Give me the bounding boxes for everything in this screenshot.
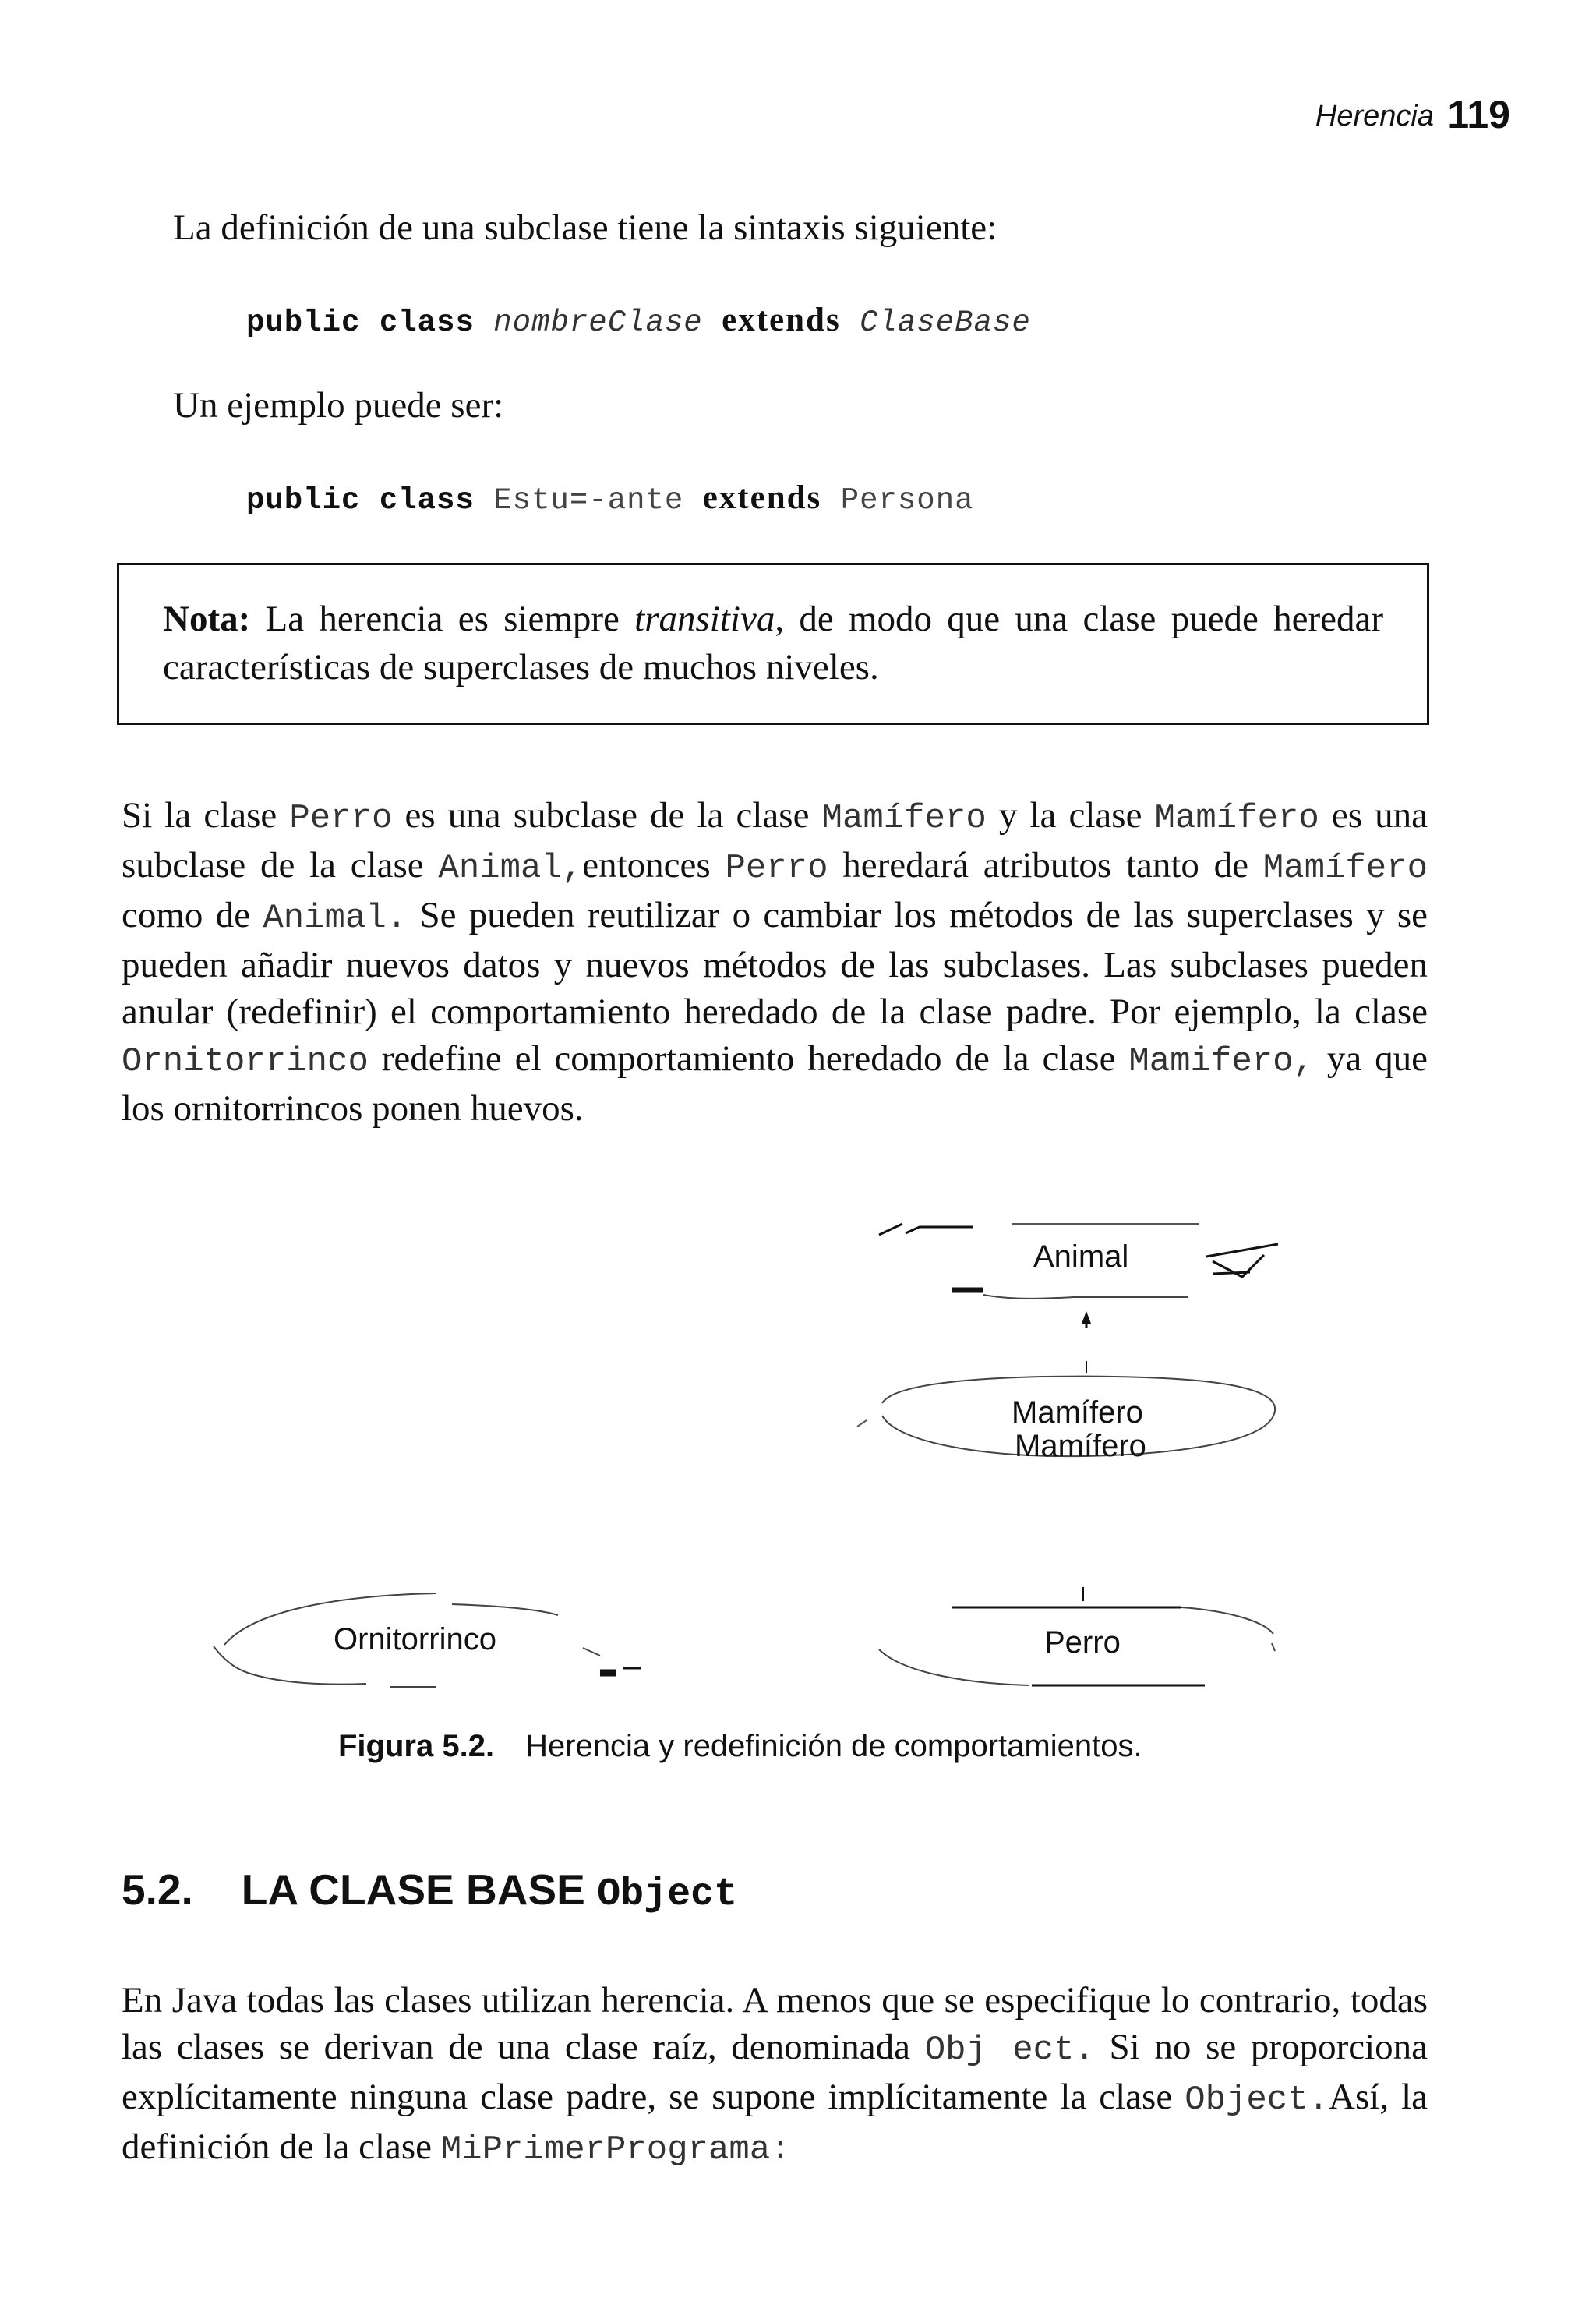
body-text: En Java todas las clases utilizan herencia. A menos que se especifique lo contrario, todas las clases se derivan de una clase raíz, denominada xyxy=(122,1980,1428,2067)
node-perro xyxy=(879,1587,1275,1685)
code-object: Object. xyxy=(1185,2081,1329,2119)
example-base-class: Persona xyxy=(840,483,974,518)
node-animal xyxy=(879,1224,1278,1299)
code-ornitorrinco: Ornitorrinco xyxy=(122,1042,369,1081)
code-perro: Perro xyxy=(289,799,393,838)
code-perro: Perro xyxy=(725,849,828,888)
page-number: 119 xyxy=(1447,93,1510,136)
example-code-line xyxy=(246,479,974,518)
figure-caption xyxy=(338,1729,1142,1764)
code-animal: Animal. xyxy=(263,899,408,938)
intro-text: La definición de una subclase tiene la sintaxis siguiente: xyxy=(173,207,998,248)
inheritance-arrow xyxy=(1082,1311,1091,1373)
node-mamifero-label-2: Mamífero xyxy=(1015,1429,1146,1463)
note-text-after: , de modo que una clase puede heredar características de superclases de muchos niveles. xyxy=(163,599,1384,688)
figure-label: Figura 5.2. xyxy=(338,1729,495,1763)
syntax-code-line xyxy=(246,301,1031,340)
code-object: Obj ect. xyxy=(924,2031,1095,2070)
body-text: ya que los ornitorrincos ponen huevos. xyxy=(122,1038,1428,1129)
body-text: entonces xyxy=(582,845,726,886)
closing-paragraph xyxy=(122,1977,1428,2173)
body-paragraph xyxy=(122,792,1428,1132)
inheritance-diagram xyxy=(0,1200,1596,1746)
node-ornitorrinco-label: Ornitorrinco xyxy=(334,1622,496,1656)
figure-caption-text: Herencia y redefinición de comportamientos. xyxy=(525,1729,1142,1763)
note-text-before: La herencia es siempre xyxy=(250,599,635,639)
body-text: Si la clase xyxy=(122,795,290,836)
node-mamifero-label-1: Mamífero xyxy=(1012,1395,1143,1430)
code-miprimerprograma: MiPrimerPrograma: xyxy=(440,2130,791,2169)
body-text: es una subclase de la clase xyxy=(392,795,822,836)
section-heading xyxy=(122,1865,737,1917)
body-text: y la clase xyxy=(986,795,1155,836)
section-number: 5.2. xyxy=(122,1865,193,1914)
body-text: redefine el comportamiento heredado de la clase xyxy=(368,1038,1129,1079)
node-ornitorrinco xyxy=(214,1593,641,1687)
syntax-keyword-public-class: public class xyxy=(246,306,475,340)
note-emphasis: transitiva xyxy=(634,599,775,639)
node-mamifero xyxy=(857,1377,1275,1463)
note-label: Nota: xyxy=(163,599,251,639)
syntax-keyword-extends: extends xyxy=(722,302,841,338)
example-intro: Un ejemplo puede ser: xyxy=(173,385,504,426)
code-mamifero: Mamifero, xyxy=(1128,1042,1314,1081)
node-perro-label: Perro xyxy=(1044,1625,1121,1660)
body-text: Así, la definición de la clase xyxy=(122,2077,1428,2167)
body-text: Si no se proporciona explícitamente ninguna clase padre, se supone implícitamente la clase xyxy=(122,2027,1428,2117)
body-text: heredará atributos tanto de xyxy=(828,845,1263,886)
syntax-base-class: ClaseBase xyxy=(860,306,1031,340)
node-animal-label: Animal xyxy=(1033,1239,1129,1274)
body-text: es una subclase de la clase xyxy=(122,795,1428,886)
note-box xyxy=(117,563,1429,725)
code-mamifero: Mamífero xyxy=(1262,849,1428,888)
syntax-class-name: nombreClase xyxy=(493,306,703,340)
code-mamifero: Mamífero xyxy=(821,799,987,838)
running-head: Herencia xyxy=(1315,100,1434,133)
body-text: como de xyxy=(122,895,263,935)
body-text: Se pueden reutilizar o cambiar los métodos de las superclases y se pueden añadir nuevos datos y nuevos métodos de las subclases. Las subclases pueden anular (redefinir) el comportamiento heredado de la clase padre. Por ejemplo, la clase xyxy=(122,895,1428,1032)
section-title: LA CLASE BASE xyxy=(241,1865,598,1914)
example-keyword-extends: extends xyxy=(702,479,822,516)
section-title-code: Object xyxy=(597,1872,738,1917)
code-animal: Animal, xyxy=(438,849,583,888)
example-class-name: Estu=-ante xyxy=(493,483,684,518)
code-mamifero: Mamífero xyxy=(1154,799,1319,838)
example-keyword-public-class: public class xyxy=(246,483,475,518)
